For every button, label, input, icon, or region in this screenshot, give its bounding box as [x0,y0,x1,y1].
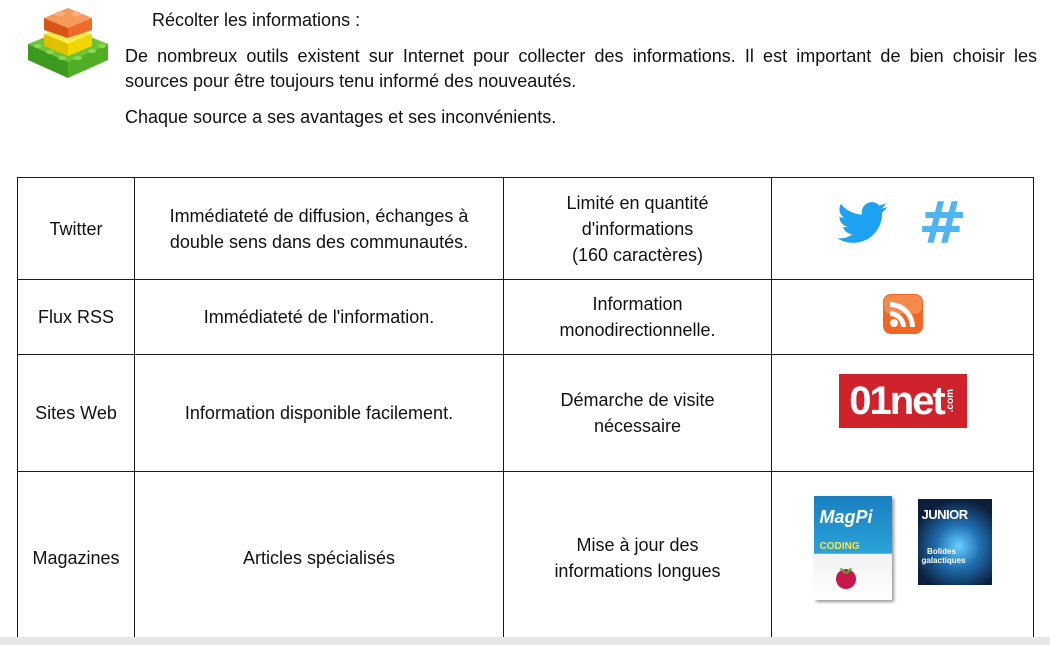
drawback-line: informations longues [554,560,721,581]
drawback-line: d'informations [581,218,694,239]
logo-text: 01net [849,379,944,423]
magpi-title: MagPi [819,506,873,527]
logo-suffix: .com [944,389,956,413]
drawback-line: Mise à jour des [576,534,699,555]
drawback-line: Information [592,294,683,314]
magpi-cover-image [814,496,892,600]
hashtag-icon: # [918,188,967,257]
twitter-bird-icon [838,201,888,245]
source-name-cell: Sites Web [18,355,135,472]
drawback-line: Démarche de visite [560,390,715,410]
advantage-cell: Immédiateté de diffusion, échanges à double sens dans des communautés. [135,178,504,280]
junior-cover-image [918,499,992,585]
table-row [18,280,1034,355]
magpi-coding-label: CODING [819,540,860,552]
drawback-cell [504,472,772,644]
01net-logo [839,374,967,428]
lego-bricks-icon [22,4,114,86]
section-heading: Récolter les informations : [152,10,361,30]
icon-cell [772,472,1034,644]
drawback-line: (160 caractères) [571,244,704,265]
source-name-cell: Twitter [18,178,135,280]
drawback-line: monodirectionnelle. [559,320,716,340]
page-bottom-edge [0,637,1050,645]
source-name-cell: Magazines [18,472,135,644]
advantage-cell: Information disponible facilement. [135,355,504,472]
raspberry-icon [832,562,860,592]
drawback-cell [504,280,772,355]
sources-table [17,177,1034,644]
drawback-cell [504,178,772,280]
drawback-line: nécessaire [593,416,682,436]
rss-icon [882,293,924,335]
icon-cell [772,178,1034,280]
advantage-cell: Articles spécialisés [135,472,504,644]
table-row [18,355,1034,472]
source-name-cell: Flux RSS [18,280,135,355]
junior-title: JUNIOR [921,506,968,522]
intro-paragraph-2: Chaque source a ses avantages et ses inconvénients. [125,107,557,127]
icon-cell [772,355,1034,472]
intro-paragraph: De nombreux outils existent sur Internet pour collecter des informations. Il est important de bien choisir les sources pour être toujours tenu informé des nouveautés. [125,46,1037,91]
icon-cell [772,280,1034,355]
table-row [18,472,1034,644]
drawback-line: Limité en quantité [566,192,709,213]
drawback-cell [504,355,772,472]
junior-cover-text: Bolides galactiques [921,546,966,565]
table-row [18,178,1034,280]
advantage-cell: Immédiateté de l'information. [135,280,504,355]
